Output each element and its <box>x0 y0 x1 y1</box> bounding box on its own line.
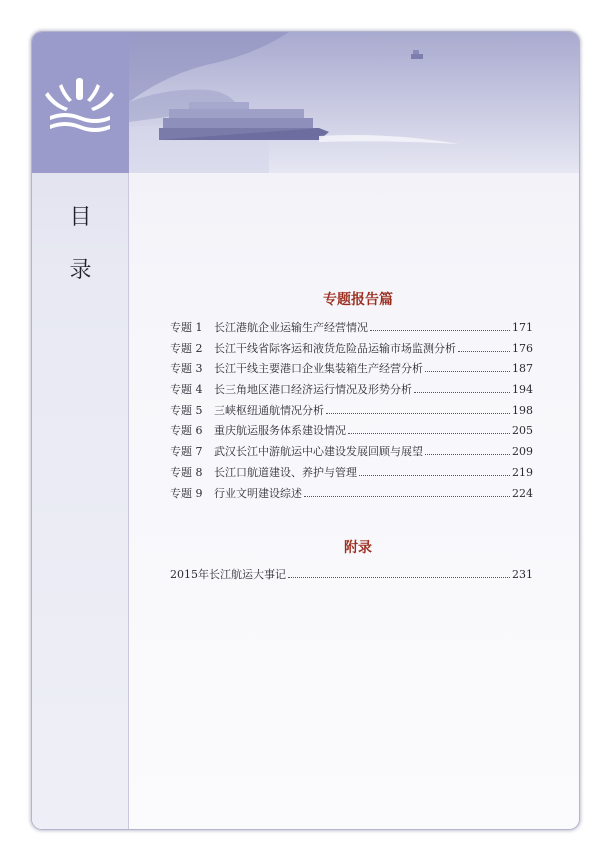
toc-entry-number: 专题 6 <box>170 424 203 438</box>
toc-entry-number: 专题 3 <box>170 362 203 376</box>
toc-entry-number: 专题 7 <box>170 445 203 459</box>
toc-list-appendix <box>170 566 533 587</box>
toc-entry[interactable] <box>170 360 533 381</box>
dot-leader <box>425 454 510 455</box>
toc-list-reports <box>170 319 533 505</box>
toc-entry-page: 205 <box>512 424 533 438</box>
dot-leader <box>288 577 510 578</box>
toc-entry[interactable] <box>170 319 533 340</box>
dot-leader <box>370 330 510 331</box>
toc-entry-page: 176 <box>512 341 533 355</box>
toc-entry-number: 专题 8 <box>170 465 203 479</box>
banner-photo <box>129 32 579 173</box>
toc-entry-title: 武汉长江中游航运中心建设发展回顾与展望 <box>214 445 423 459</box>
toc-entry-page: 231 <box>512 568 533 581</box>
toc-entry-number: 专题 2 <box>170 341 203 355</box>
toc-entry-title: 三峡枢纽通航情况分析 <box>214 403 324 417</box>
toc-entry[interactable] <box>170 464 533 485</box>
dot-leader <box>348 433 510 434</box>
toc-entry-number: 专题 4 <box>170 383 203 397</box>
toc-entry-title: 行业文明建设综述 <box>214 486 302 500</box>
ship-photo <box>129 32 579 173</box>
toc-entry-number: 专题 5 <box>170 403 203 417</box>
dot-leader <box>304 496 510 497</box>
logo-panel <box>32 32 129 173</box>
toc-entry-number: 专题 1 <box>170 321 203 334</box>
toc-entry-title: 长江干线省际客运和液货危险品运输市场监测分析 <box>214 341 456 355</box>
toc-entry-page: 194 <box>512 383 533 397</box>
toc-entry-title: 长江港航企业运输生产经营情况 <box>214 321 368 334</box>
toc-entry[interactable] <box>170 381 533 402</box>
section-heading-reports: 专题报告篇 <box>323 292 393 308</box>
toc-entry-page: 224 <box>512 486 533 500</box>
toc-entry-page: 187 <box>512 362 533 376</box>
toc-page <box>32 32 579 829</box>
toc-entry-title: 长江干线主要港口企业集装箱生产经营分析 <box>214 362 423 376</box>
toc-entry[interactable] <box>170 422 533 443</box>
toc-entry-title: 重庆航运服务体系建设情况 <box>214 424 346 438</box>
toc-entry-page: 171 <box>512 321 533 334</box>
dot-leader <box>458 351 510 352</box>
toc-entry-title: 长江口航道建设、养护与管理 <box>214 465 357 479</box>
side-title-char-2: 录 <box>69 258 92 283</box>
section-heading-appendix: 附录 <box>344 540 372 556</box>
toc-entry[interactable] <box>170 485 533 506</box>
toc-entry-title: 2015年长江航运大事记 <box>170 568 286 581</box>
dot-leader <box>359 475 510 476</box>
toc-entry[interactable] <box>170 566 533 587</box>
toc-entry-page: 198 <box>512 403 533 417</box>
dot-leader <box>326 413 510 414</box>
toc-entry-page: 209 <box>512 445 533 459</box>
toc-entry[interactable] <box>170 402 533 423</box>
toc-entry[interactable] <box>170 340 533 361</box>
toc-entry-page: 219 <box>512 465 533 479</box>
side-title-char-1: 目 <box>69 205 92 230</box>
logo-icon <box>32 32 129 173</box>
dot-leader <box>425 371 510 372</box>
toc-entry[interactable] <box>170 443 533 464</box>
toc-entry-title: 长三角地区港口经济运行情况及形势分析 <box>214 383 412 397</box>
dot-leader <box>414 392 510 393</box>
toc-entry-number: 专题 9 <box>170 486 203 500</box>
